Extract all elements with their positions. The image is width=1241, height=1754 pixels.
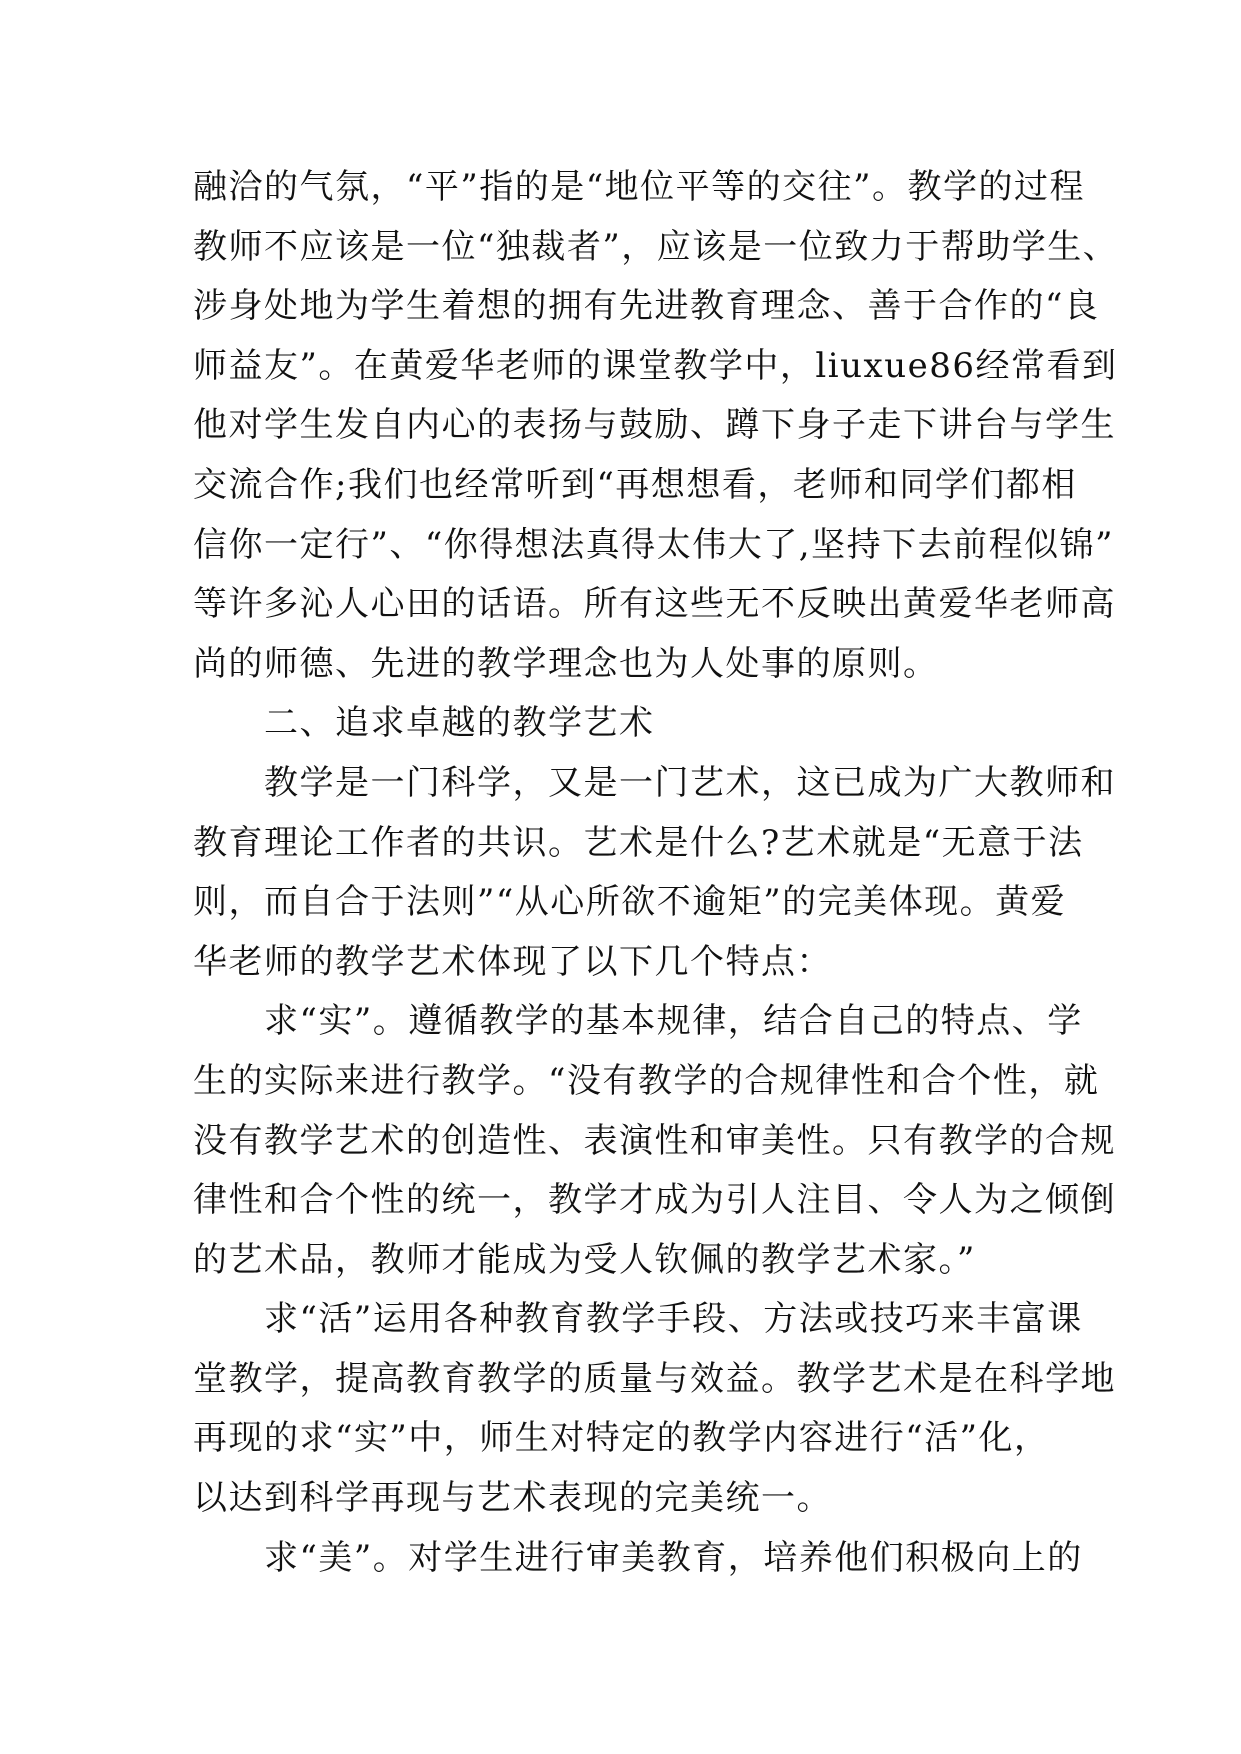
text-line: 信你一定行”、“你得想法真得太伟大了,坚持下去前程似锦”	[193, 524, 1114, 565]
text-line: 融洽的气氛，“平”指的是“地位平等的交往”。教学的过程	[193, 167, 1086, 207]
text-line: 尚的师德、先进的教学理念也为人处事的原则。	[193, 643, 939, 684]
text-line: 涉身处地为学生着想的拥有先进教育理念、善于合作的“良	[193, 286, 1100, 327]
text-line: 华老师的教学艺术体现了以下几个特点：	[193, 941, 832, 982]
text-line: 再现的求“实”中，师生对特定的教学内容进行“活”化，	[193, 1418, 1050, 1459]
text-line: 求“实”。遵循教学的基本规律，结合自己的特点、学	[193, 1001, 1083, 1042]
text-line: 教育理论工作者的共识。艺术是什么?艺术就是“无意于法	[193, 822, 1084, 863]
text-line: 交流合作;我们也经常听到“再想想看，老师和同学们都相	[193, 464, 1077, 505]
text-line: 教学是一门科学，又是一门艺术，这已成为广大教师和	[193, 762, 1116, 803]
text-line: 律性和合个性的统一，教学才成为引人注目、令人为之倾倒	[193, 1180, 1116, 1221]
text-line: 堂教学，提高教育教学的质量与效益。教学艺术是在科学地	[193, 1358, 1116, 1399]
text-line: 师益友”。在黄爱华老师的课堂教学中，liuxue86经常看到	[193, 345, 1118, 386]
section-heading: 二、追求卓越的教学艺术	[193, 703, 655, 744]
text-line: 求“活”运用各种教育教学手段、方法或技巧来丰富课	[193, 1299, 1083, 1340]
text-line: 求“美”。对学生进行审美教育，培养他们积极向上的	[193, 1537, 1083, 1578]
document-body	[193, 158, 1119, 1588]
text-line: 的艺术品，教师才能成为受人钦佩的教学艺术家。”	[193, 1239, 976, 1280]
text-line: 以达到科学再现与艺术表现的完美统一。	[193, 1478, 832, 1519]
text-line: 教师不应该是一位“独裁者”，应该是一位致力于帮助学生、	[193, 226, 1119, 267]
text-line: 则，而自合于法则”“从心所欲不逾矩”的完美体现。黄爱	[193, 882, 1067, 923]
text-line: 没有教学艺术的创造性、表演性和审美性。只有教学的合规	[193, 1120, 1116, 1161]
text-line: 生的实际来进行教学。“没有教学的合规律性和合个性，就	[193, 1060, 1100, 1101]
text-line: 等许多沁人心田的话语。所有这些无不反映出黄爱华老师高	[193, 584, 1116, 625]
text-line: 他对学生发自内心的表扬与鼓励、蹲下身子走下讲台与学生	[193, 405, 1116, 446]
